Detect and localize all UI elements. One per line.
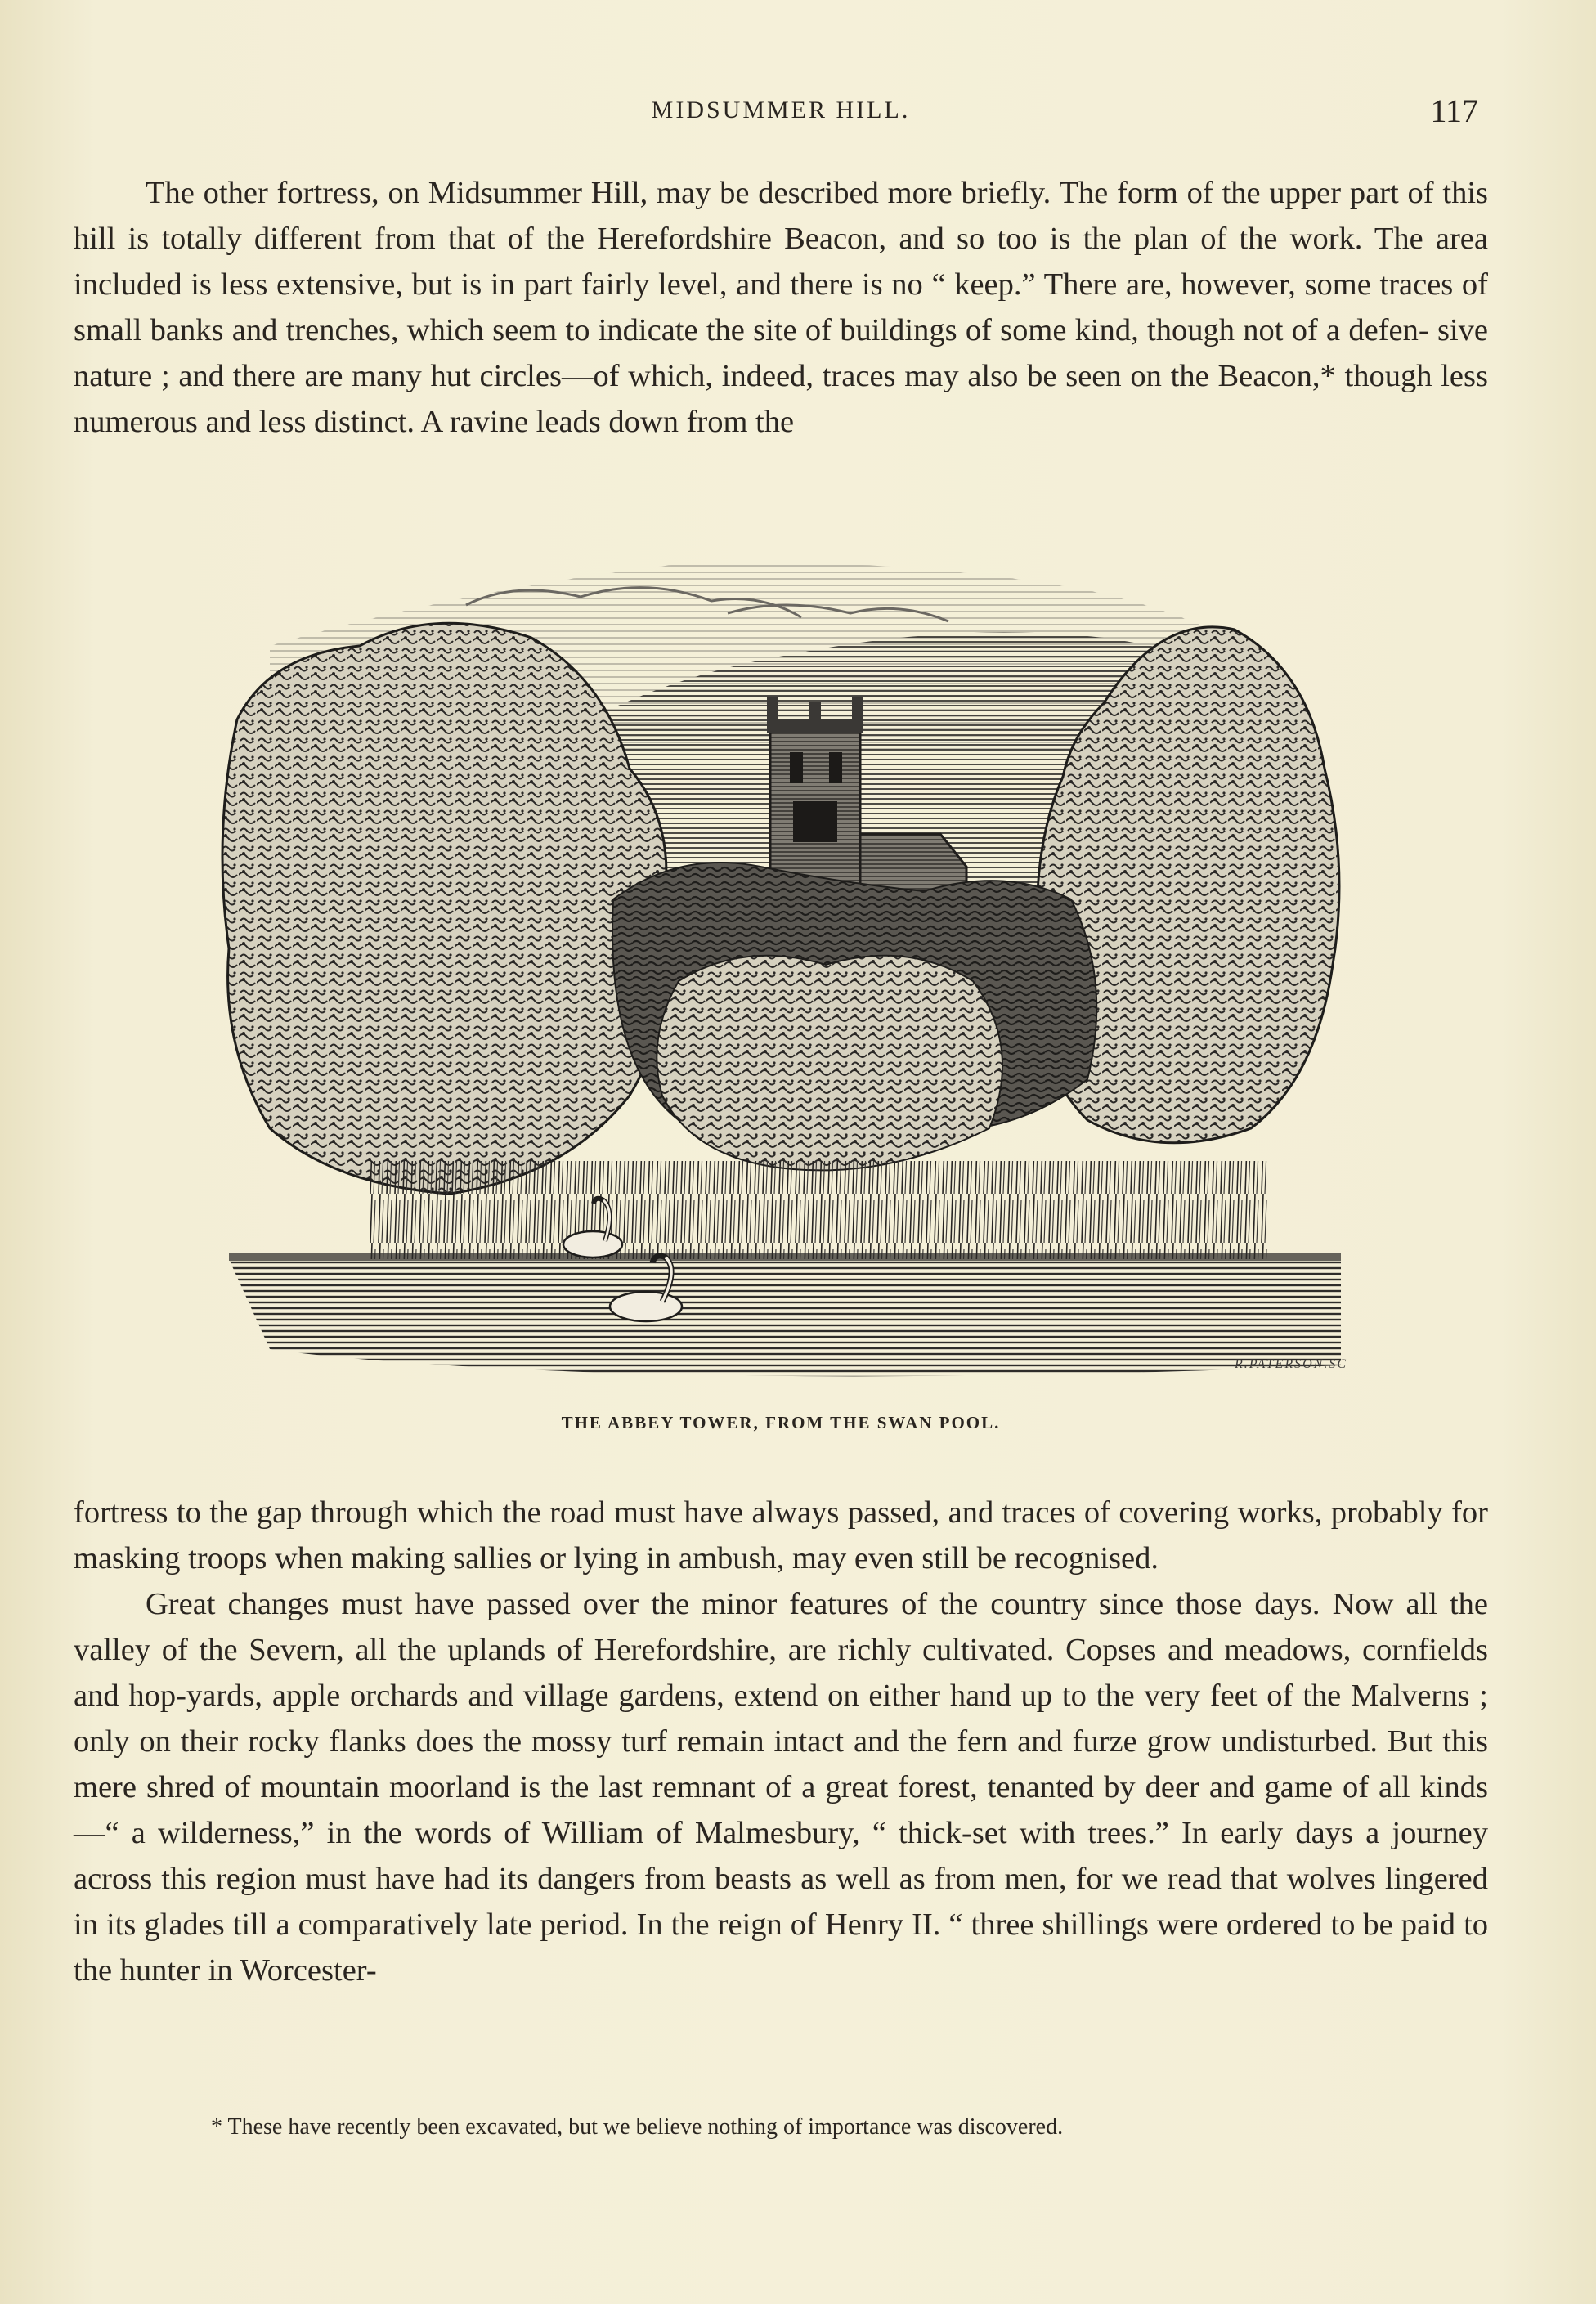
text-line: from men, for we read that wolves lingered in its glades till a comparatively late period. xyxy=(74,1862,1489,1942)
paragraph-fortress-gap xyxy=(74,1490,1488,1581)
page-number: 117 xyxy=(1430,92,1478,129)
text-line: In the reign of Henry II. “ three shillings were ordered to be paid to the hunter in Worcester- xyxy=(74,1907,1489,1988)
figure-caption: THE ABBEY TOWER, FROM THE SWAN POOL. xyxy=(561,1413,1001,1432)
text-line: The other fortress, on Midsummer Hill, may be described more briefly. The form of xyxy=(146,176,1213,210)
bottom-text-block xyxy=(74,1490,1488,1993)
text-line: either hand up to the very feet of the Malverns ; only on their rocky flanks does the mossy xyxy=(74,1679,1489,1759)
engraving-figure xyxy=(221,556,1349,1398)
running-head xyxy=(74,92,1488,132)
text-line: Copses and meadows, cornfields and hop-yards, apple orchards and village gardens, extend on xyxy=(74,1633,1488,1713)
text-line: early days a journey across this region must have had its dangers from beasts as well as xyxy=(74,1816,1488,1896)
text-line: works, probably for masking troops when making sallies or lying in ambush, may even xyxy=(74,1495,1488,1576)
text-line: mountain moorland is the last remnant of a great forest, tenanted by deer and game of all xyxy=(260,1770,1410,1804)
text-line: sive nature ; and there are many hut circles—of which, indeed, traces may also be seen xyxy=(74,313,1489,393)
text-line: the upper part of this hill is totally different from that of the Herefordshire Beacon, xyxy=(74,176,1489,256)
text-line: still be recognised. xyxy=(921,1541,1159,1576)
text-line: fortress to the gap through which the road must have always passed, and traces of covering xyxy=(74,1495,1230,1530)
text-line: on the Beacon,* though less numerous and less distinct. A ravine leads down from the xyxy=(74,359,1488,439)
text-line: and so too is the plan of the work. The area included is less extensive, but is in part xyxy=(74,222,1488,302)
running-title: MIDSUMMER HILL. xyxy=(651,96,911,123)
text-line: kinds—“ a wilderness,” in the words of William of Malmesbury, “ thick-set with trees.” In xyxy=(74,1770,1489,1850)
text-line: days. Now all the valley of the Severn, all the uplands of Herefordshire, are richly cultivated. xyxy=(74,1587,1488,1667)
engraver-signature: R.PATERSON.SC xyxy=(1234,1357,1347,1371)
top-text-block xyxy=(74,170,1488,445)
text-line: trenches, which seem to indicate the site of buildings of some kind, though not of a defen- xyxy=(285,313,1429,347)
text-line: Great changes must have passed over the minor features of the country since those xyxy=(146,1587,1243,1621)
text-line: turf remain intact and the fern and furze grow undisturbed. But this mere shred of xyxy=(74,1724,1489,1804)
footnote: * These have recently been excavated, but we believe nothing of importance was discovered. xyxy=(211,2114,1064,2140)
paragraph-great-changes xyxy=(74,1581,1488,1993)
abbey-tower-engraving xyxy=(221,556,1349,1398)
text-line: fairly level, and there is no “ keep.” There are, however, some traces of small banks and xyxy=(74,267,1488,347)
paragraph-midsummer-fortress xyxy=(74,170,1488,445)
